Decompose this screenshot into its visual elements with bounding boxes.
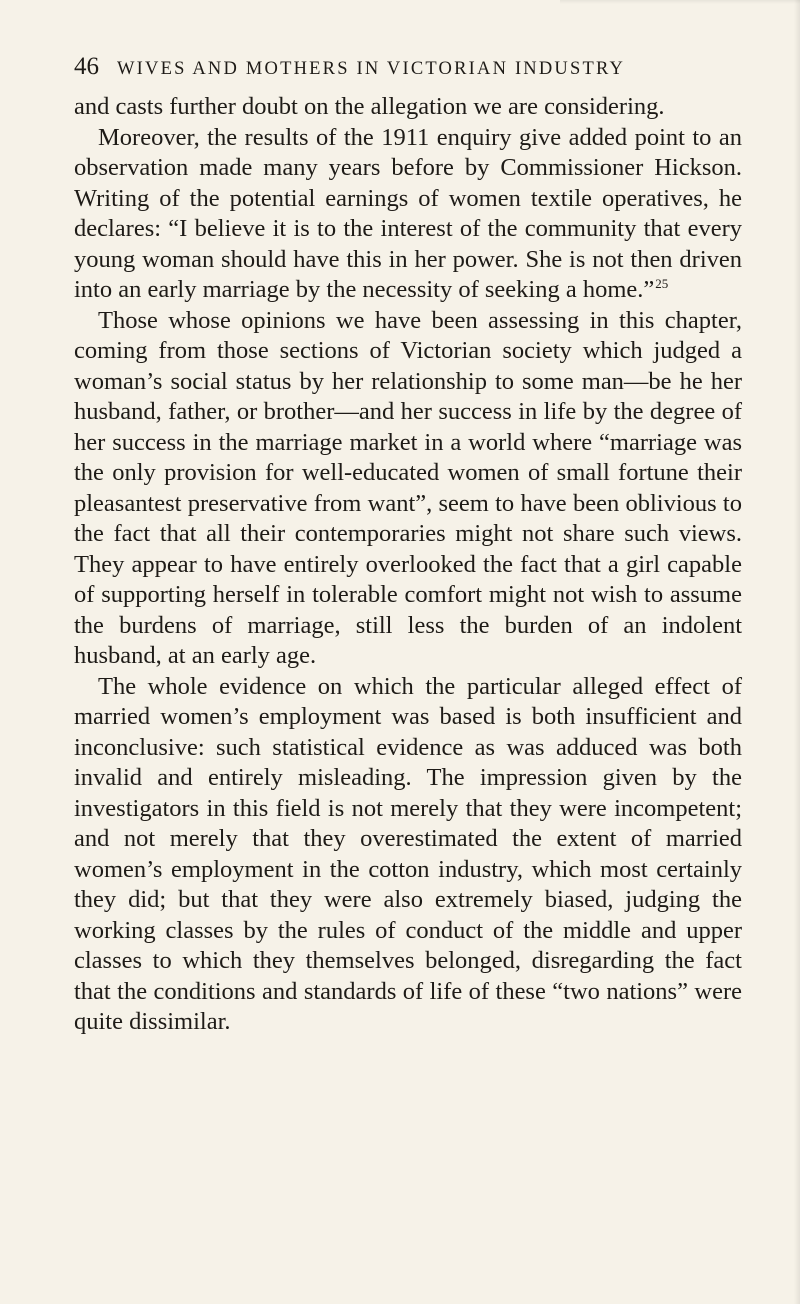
body-text (74, 92, 742, 1038)
paragraph-opinions: Those whose opinions we have been assessing in this chapter, coming from those sections of Victorian society which judged a woman’s social status by her relationship to some man—be he her husband, father, or brother—and her success in life by the degree of her success in the marriage market in a world where “marriage was the only provision for well-educated women of small fortune their pleasantest preservative from want”, seem to have been oblivious to the fact that all their contemporaries might not share such views. They appear to have entirely overlooked the fact that a girl capable of supporting herself in tolerable comfort might not wish to assume the burdens of marriage, still less the burden of an indolent husband, at an early age. (74, 306, 742, 669)
running-title: WIVES AND MOTHERS IN VICTORIAN INDUSTRY (117, 59, 626, 79)
footnote-reference: 25 (655, 275, 669, 291)
paragraph-evidence: The whole evidence on which the particular alleged effect of married women’s employment was based is both insufficient and inconclusive: such statistical evidence as was adduced was both invalid and entirely misleading. The impression given by the investigators in this field is not merely that they were incompetent; and not merely that they overestimated the extent of married women’s employment in the cotton industry, which most certainly they did; but that they were also extremely biased, judging the working classes by the rules of conduct of the middle and upper classes to which they themselves belonged, disregarding the fact that the conditions and standards of life of these “two nations” were quite dissimilar. (74, 672, 742, 1035)
page-number: 46 (74, 53, 99, 80)
paragraph-continuation: and casts further doubt on the allegation we are considering. (74, 93, 665, 120)
page-top-shadow (560, 0, 800, 4)
running-header (74, 53, 714, 81)
paragraph-hickson (74, 123, 742, 306)
page-edge-shadow (794, 0, 800, 1304)
paragraph-text: Moreover, the results of the 1911 enquiry give added point to an observation made many years before by Commissioner Hickson. Writing of the potential earnings of women textile operatives, he declares: “I believe it is to the interest of the community that every young woman should have this in her power. She is not then driven into an early marriage by the necessity of seeking a home.” (74, 123, 742, 303)
